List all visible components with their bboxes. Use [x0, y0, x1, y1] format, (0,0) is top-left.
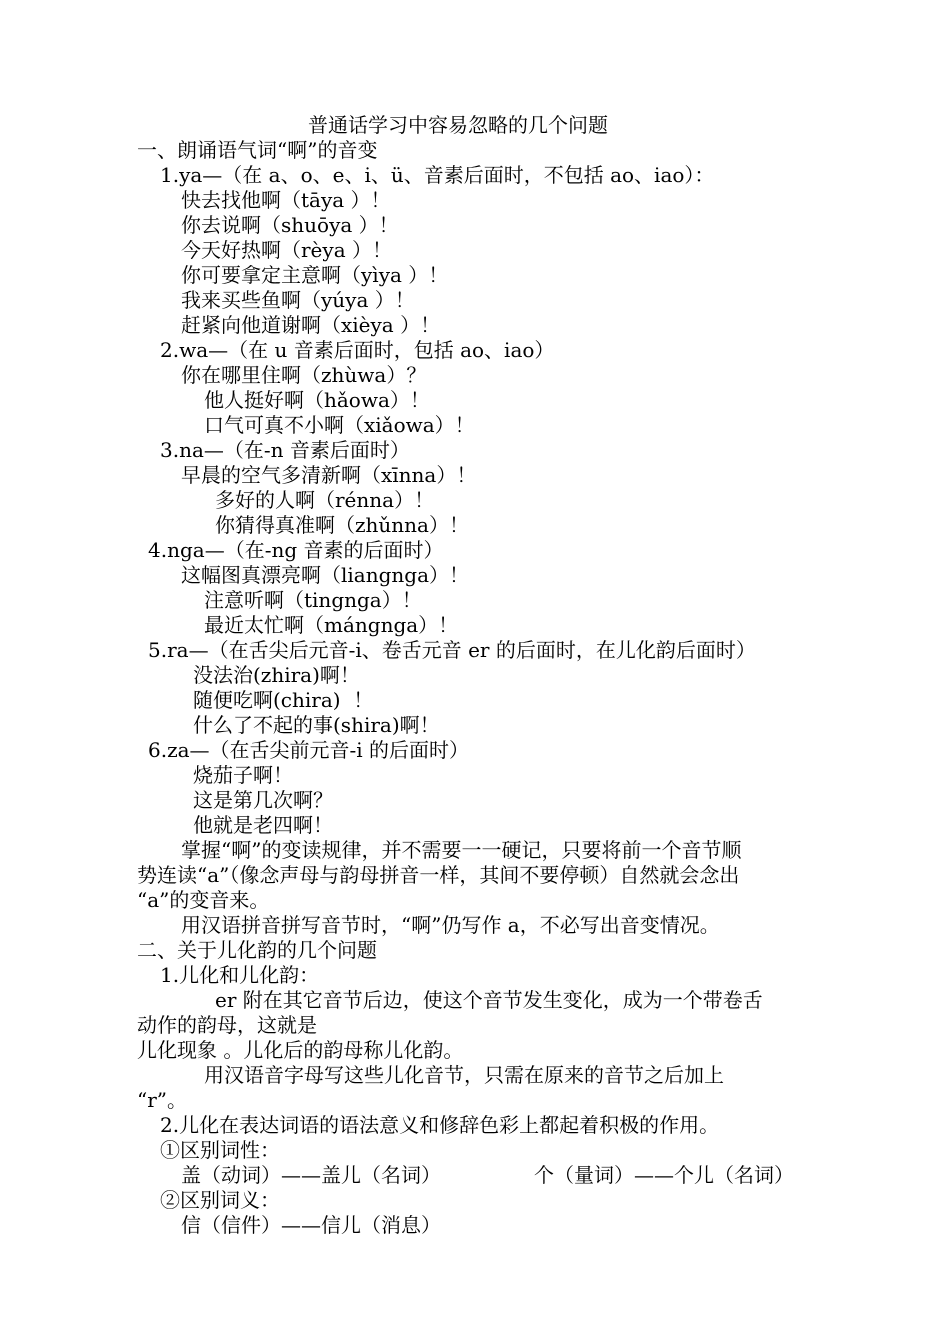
page-title: 普通话学习中容易忽略的几个问题: [308, 113, 608, 137]
example-line: 最近太忙啊（mángnga）！: [204, 613, 459, 637]
example-line: 随便吃啊(chira) ！: [193, 688, 374, 712]
rule-label: 5.ra—（在舌尖后元音-i、卷舌元音 er 的后面时，在儿化韵后面时）: [148, 638, 756, 662]
example-line: 我来买些鱼啊（yúya ）！: [181, 288, 415, 312]
example-line: 没法治(zhira)啊！: [193, 663, 360, 687]
example-line: 赶紧向他道谢啊（xièya ）！: [181, 313, 441, 337]
example-line: 个（量词）——个儿（名词）: [534, 1163, 794, 1187]
section-heading: 一、朗诵语气词“啊”的音变: [137, 138, 378, 162]
example-line: 你猜得真准啊（zhǔnna）！: [215, 513, 469, 537]
paragraph-line: 动作的韵母，这就是: [137, 1013, 317, 1037]
rule-label: 4.nga—（在-ng 音素的后面时）: [148, 538, 444, 562]
item-label: 2.儿化在表达词语的语法意义和修辞色彩上都起着积极的作用。: [160, 1113, 720, 1137]
example-line: 这是第几次啊？: [193, 788, 333, 812]
example-line: 信（信件）——信儿（消息）: [181, 1213, 441, 1237]
example-line: 什么了不起的事(shira)啊！: [193, 713, 440, 737]
example-line: 快去找他啊（tāya ）！: [181, 188, 391, 212]
rule-label: 1.ya—（在 a、o、e、i、ü、音素后面时，不包括 ao、iao）：: [160, 163, 715, 187]
example-line: 烧茄子啊！: [193, 763, 293, 787]
example-line: 你在哪里住啊（zhùwa）？: [181, 363, 427, 387]
example-line: 今天好热啊（rèya ）！: [181, 238, 392, 262]
sub-item-label: ①区别词性：: [160, 1138, 280, 1162]
example-line: 他人挺好啊（hǎowa）！: [204, 388, 430, 412]
example-line: 你去说啊（shuōya ）！: [181, 213, 399, 237]
example-line: 口气可真不小啊（xiǎowa）！: [204, 413, 475, 437]
rule-label: 2.wa—（在 u 音素后面时，包括 ao、iao）: [160, 338, 555, 362]
paragraph-line: “a”的变音来。: [137, 888, 270, 912]
sub-item-label: ②区别词义：: [160, 1188, 280, 1212]
section-heading: 二、关于儿化韵的几个问题: [137, 938, 377, 962]
paragraph-line: 用汉语拼音拼写音节时，“啊”仍写作 a，不必写出音变情况。: [181, 913, 720, 937]
paragraph-line: 掌握“啊”的变读规律，并不需要一一硬记，只要将前一个音节顺: [181, 838, 742, 862]
example-line: 注意听啊（tingnga）！: [204, 588, 422, 612]
example-line: 你可要拿定主意啊（yìya ）！: [181, 263, 449, 287]
paragraph-line: 势连读“a”（像念声母与韵母拼音一样，其间不要停顿）自然就会念出: [137, 863, 740, 887]
paragraph-line: 用汉语音字母写这些儿化音节，只需在原来的音节之后加上: [204, 1063, 724, 1087]
paragraph-line: “r”。: [137, 1088, 188, 1112]
item-label: 1.儿化和儿化韵：: [160, 963, 320, 987]
example-line: 早晨的空气多清新啊（xīnna）！: [181, 463, 477, 487]
example-line: 盖（动词）——盖儿（名词）: [181, 1163, 441, 1187]
example-line: 这幅图真漂亮啊（liangnga）！: [181, 563, 470, 587]
rule-label: 6.za—（在舌尖前元音-i 的后面时）: [148, 738, 470, 762]
example-line: 多好的人啊（rénna）！: [215, 488, 435, 512]
paragraph-line: 儿化现象 。儿化后的韵母称儿化韵。: [137, 1038, 464, 1062]
paragraph-line: er 附在其它音节后边，使这个音节发生变化，成为一个带卷舌: [215, 988, 763, 1012]
rule-label: 3.na—（在-n 音素后面时）: [160, 438, 410, 462]
example-line: 他就是老四啊！: [193, 813, 333, 837]
